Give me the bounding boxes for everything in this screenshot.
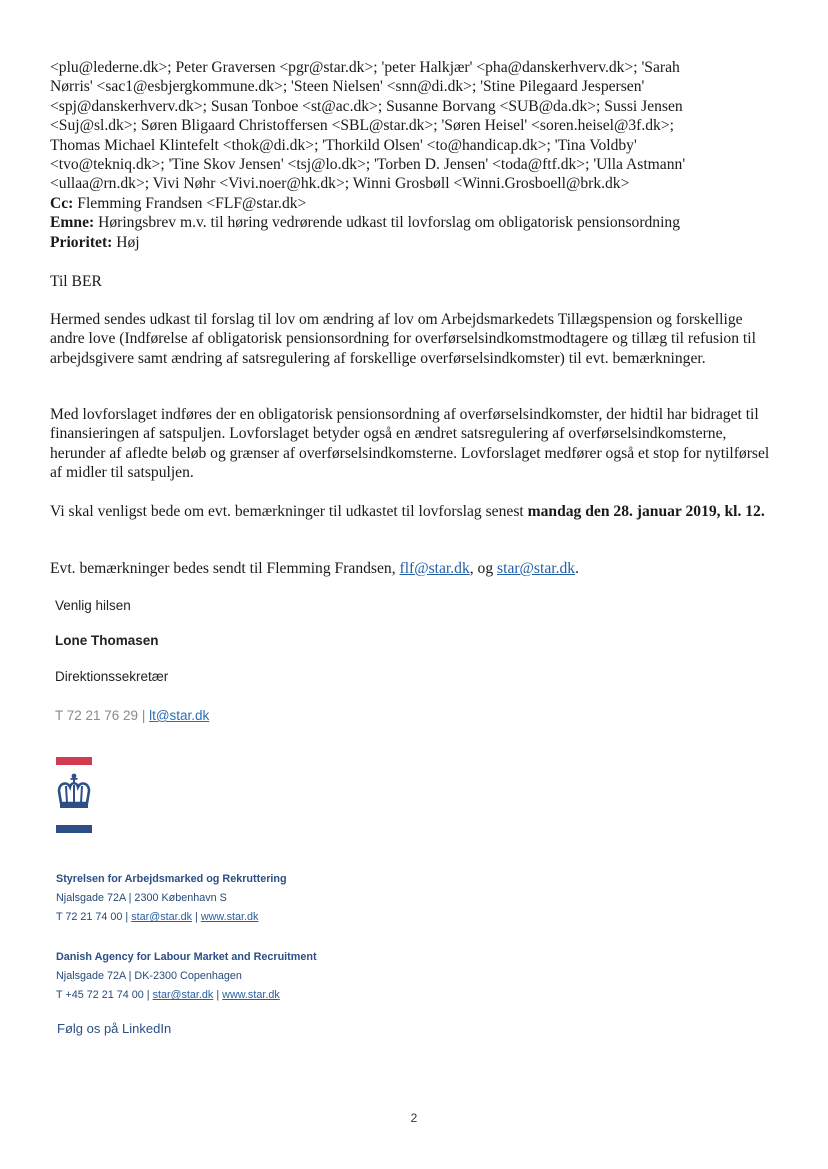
org-email-link[interactable]: star@star.dk [131, 911, 193, 923]
org-phone: T 72 21 74 00 | [56, 911, 132, 923]
send-to-text: Evt. bemærkninger bedes sendt til Flemming Frandsen, [50, 560, 400, 577]
org-block-english [56, 948, 317, 1005]
flf-email-link[interactable]: flf@star.dk [399, 560, 470, 577]
paragraph-text: Med lovforslaget indføres der en obligatorisk pensionsordning af overførselsindkomster, der hidtil har bidraget til finansieringen af satspuljen. Lovforslaget betyder også en ændret satsregulering af overførselsindkomsterne, herunder af afledte beløb og grænser af overførselsindkomsterne. Lovforslaget medfører også et stop for nytilførsel af midler til satspuljen. [50, 406, 770, 482]
signer-phone: T 72 21 76 29 | [55, 708, 150, 723]
recipient-line: Nørris' <sac1@esbjergkommune.dk>; 'Steen Nielsen' <snn@di.dk>; 'Stine Pilegaard Jespersen' [50, 78, 645, 96]
separator-text: | [192, 911, 201, 923]
recipient-line: <ullaa@rn.dk>; Vivi Nøhr <Vivi.noer@hk.dk>; Winni Grosbøll <Winni.Grosboell@brk.dk> [50, 175, 630, 193]
paragraph-2 [50, 405, 780, 483]
paragraph-1 [50, 310, 780, 368]
org-block-danish [56, 870, 287, 927]
recipient-line: <Suj@sl.dk>; Søren Bligaard Christoffersen <SBL@star.dk>; 'Søren Heisel' <soren.heisel@3f.dk>; [50, 117, 674, 135]
org-contact [56, 986, 317, 1005]
cc-line [50, 194, 780, 213]
subject-line [50, 213, 780, 232]
org-name: Styrelsen for Arbejdsmarked og Rekruttering [56, 873, 287, 885]
logo-blue-bar [56, 825, 92, 833]
org-phone: T +45 72 21 74 00 | [56, 989, 153, 1001]
org-address: Njalsgade 72A | 2300 København S [56, 892, 227, 904]
paragraph-text: Hermed sendes udkast til forslag til lov om ændring af lov om Arbejdsmarkedets Tillægspension og forskellige andre love (Indførelse af obligatorisk pensionsordning for overførselsindkomstmodtagere og tillæg til refusion til arbejdsgivere samt ændring af satsregulering af forskellige overførselsindkomster) til evt. bemærkninger. [50, 311, 756, 367]
closing: Venlig hilsen [55, 598, 131, 613]
subject-label: Emne: [50, 214, 95, 232]
request-text: Vi skal venligst bede om evt. bemærkninger til udkastet til lovforslag senest [50, 503, 528, 520]
org-web-link[interactable]: www.star.dk [222, 989, 280, 1001]
crown-icon [55, 773, 93, 813]
signer-name: Lone Thomasen [55, 633, 159, 648]
org-email-link[interactable]: star@star.dk [152, 989, 214, 1001]
recipient-line: <plu@lederne.dk>; Peter Graversen <pgr@star.dk>; 'peter Halkjær' <pha@danskerhverv.dk>; 'Sarah [50, 59, 680, 76]
recipient-line: <tvo@tekniq.dk>; 'Tine Skov Jensen' <tsj@lo.dk>; 'Torben D. Jensen' <toda@ftf.dk>; 'Ulla Astmann' [50, 156, 686, 174]
separator-text: | [213, 989, 223, 1001]
signer-title: Direktionssekretær [55, 669, 169, 684]
priority-label: Prioritet: [50, 233, 113, 251]
greeting-text: Til BER [50, 273, 102, 290]
email-header [50, 58, 780, 252]
greeting [50, 272, 780, 291]
subject-value: Høringsbrev m.v. til høring vedrørende udkast til lovforslag om obligatorisk pensionsordning [94, 214, 681, 232]
signer-email-link[interactable]: lt@star.dk [149, 708, 210, 723]
org-address: Njalsgade 72A | DK-2300 Copenhagen [56, 970, 242, 982]
separator-text: , og [469, 560, 498, 577]
recipient-line: <spj@danskerhverv.dk>; Susan Tonboe <st@ac.dk>; Susanne Borvang <SUB@da.dk>; Sussi Jensen [50, 97, 683, 115]
cc-label: Cc: [50, 194, 74, 212]
org-name: Danish Agency for Labour Market and Recruitment [56, 951, 317, 963]
paragraph-4 [50, 559, 780, 578]
priority-value: Høj [112, 233, 140, 251]
org-web-link[interactable]: www.star.dk [200, 911, 259, 923]
recipient-line: Thomas Michael Klintefelt <thok@di.dk>; 'Thorkild Olsen' <to@handicap.dk>; 'Tina Voldby' [50, 136, 637, 154]
org-contact [56, 908, 287, 927]
paragraph-3 [50, 502, 780, 521]
page-number: 2 [410, 1111, 418, 1125]
period-text: . [575, 560, 579, 577]
priority-line [50, 233, 780, 252]
linkedin-follow-link[interactable]: Følg os på LinkedIn [57, 1021, 172, 1036]
signer-contact [55, 708, 209, 723]
paragraph-text [50, 502, 780, 521]
logo-red-bar [56, 757, 92, 765]
paragraph-text [50, 559, 780, 578]
cc-value: Flemming Frandsen <FLF@star.dk> [73, 194, 307, 212]
star-email-link[interactable]: star@star.dk [497, 560, 576, 577]
deadline-text: mandag den 28. januar 2019, kl. 12. [527, 503, 765, 520]
